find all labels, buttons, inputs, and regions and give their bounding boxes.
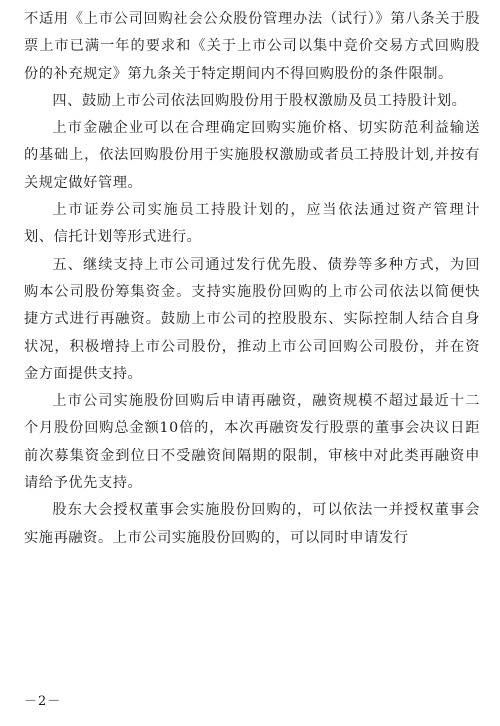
paragraph-refinancing: 上市公司实施股份回购后申请再融资，融资规模不超过最近十二个月股份回购总金额10倍的，本次再融资发行股票的董事会决议日距前次募集资金到位日不受融资间隔期的限制，审核中对此类再融资申请给予优先支持。: [24, 393, 480, 492]
paragraph-section-four-heading: 四、鼓励上市公司依法回购股份用于股权激励及员工持股计划。: [52, 92, 467, 109]
page-number: －2－: [24, 694, 62, 709]
paragraph-shareholder-authorization: 股东大会授权董事会实施股份回购的，可以依法一并授权董事会实施再融资。上市公司实施股份回购的，可以同时申请发行: [24, 502, 480, 546]
paragraph-continuation: 不适用《上市公司回购社会公众股份管理办法（试行）》第八条关于股票上市已满一年的要求和《关于上市公司以集中竞价交易方式回购股份的补充规定》第九条关于特定期间内不得回购股份的条件限制。: [24, 11, 480, 82]
paragraph-financial-enterprises: 上市金融企业可以在合理确定回购实施价格、切实防范利益输送的基础上，依法回购股份用于实施股权激励或者员工持股计划,并按有关规定做好管理。: [24, 120, 480, 191]
paragraph-section-five: 五、继续支持上市公司通过发行优先股、债券等多种方式，为回购本公司股份筹集资金。支持实施股份回购的上市公司依法以简便快捷方式进行再融资。鼓励上市公司的控股股东、实际控制人结合自身状况，积极增持上市公司股份，推动上市公司回购公司股份，并在资金方面提供支持。: [24, 256, 480, 382]
paragraph-securities-companies: 上市证券公司实施员工持股计划的，应当依法通过资产管理计划、信托计划等形式进行。: [24, 202, 480, 246]
document-body: [24, 6, 480, 552]
